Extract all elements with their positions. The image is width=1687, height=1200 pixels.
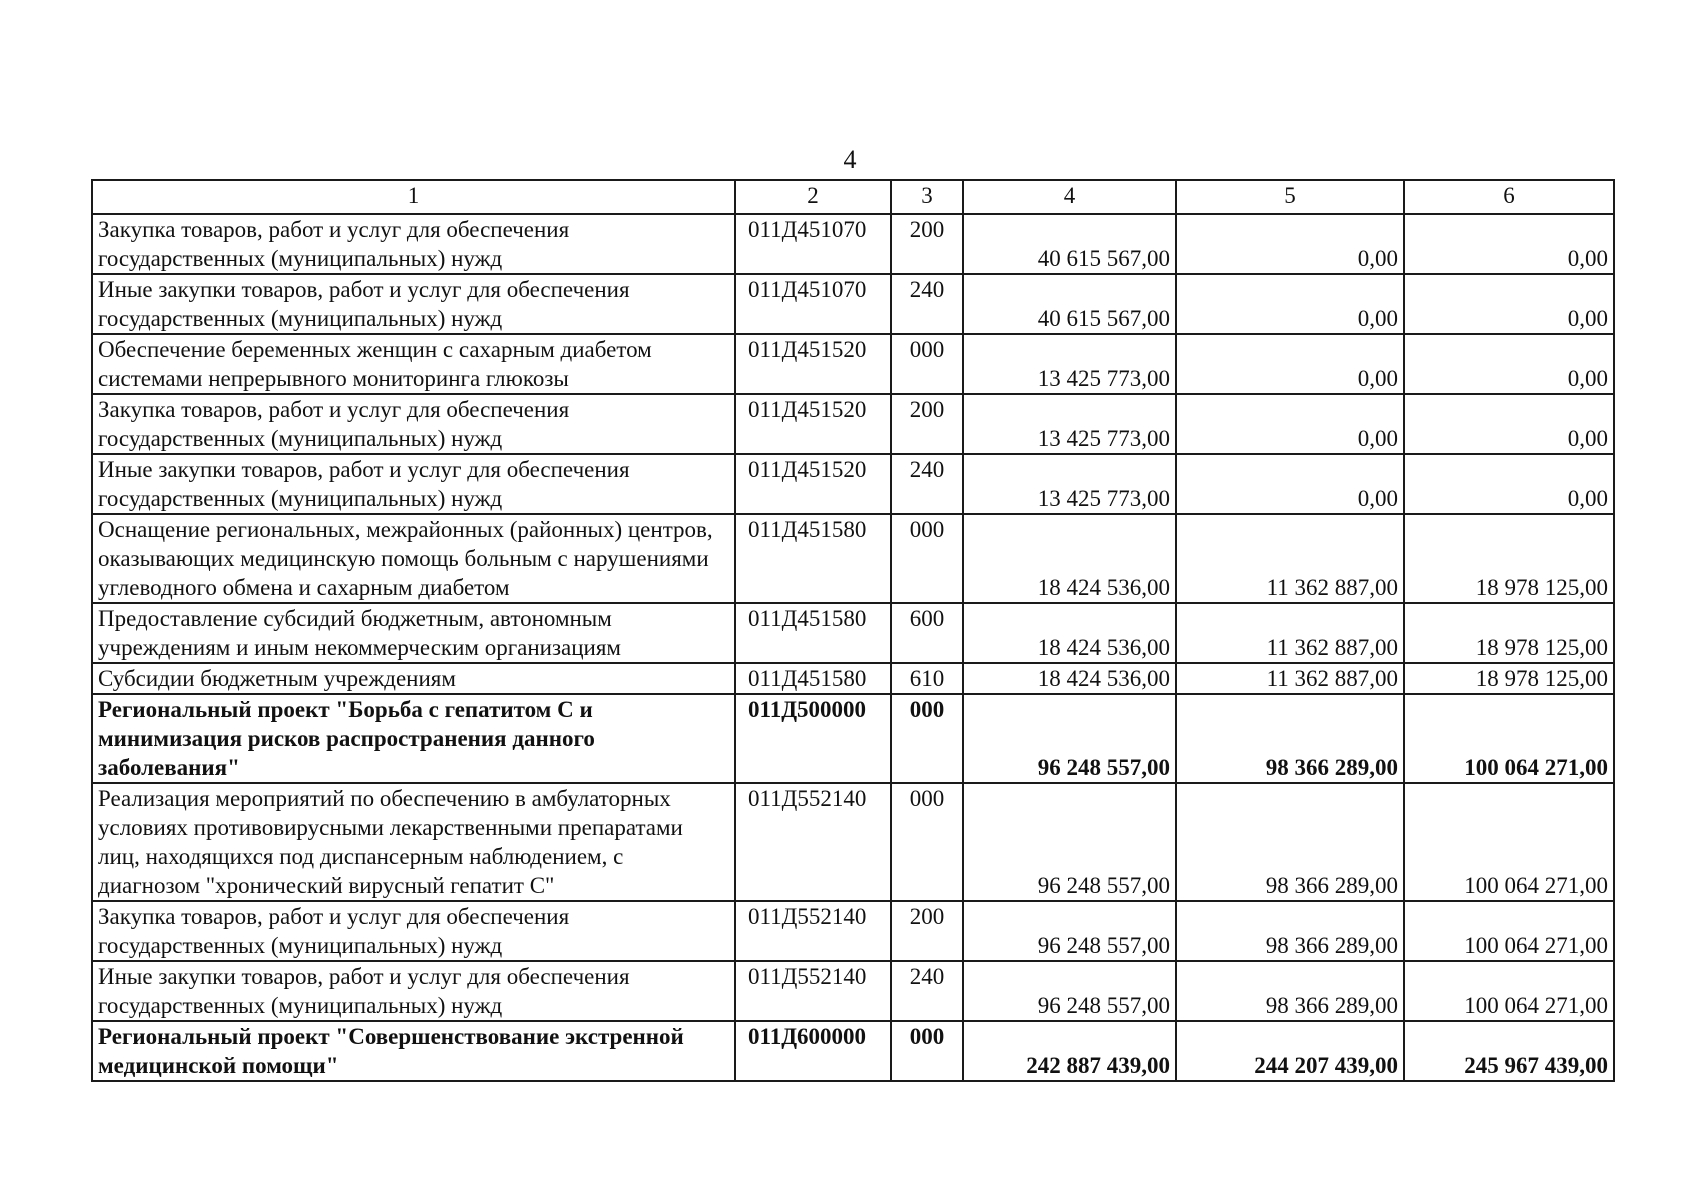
amount-col-5: 98 366 289,00 [1176, 783, 1404, 901]
target-code: 011Д552140 [735, 783, 891, 901]
target-code: 011Д451520 [735, 334, 891, 394]
amount-col-5: 244 207 439,00 [1176, 1021, 1404, 1081]
table-row [92, 214, 1614, 274]
header-cell-3: 3 [891, 180, 963, 214]
item-name: Иные закупки товаров, работ и услуг для обеспечения государственных (муниципальных) нужд [92, 454, 735, 514]
target-code: 011Д451520 [735, 394, 891, 454]
amount-col-6: 0,00 [1404, 274, 1614, 334]
header-row [92, 180, 1614, 214]
header-cell-1: 1 [92, 180, 735, 214]
item-name: Субсидии бюджетным учреждениям [92, 663, 735, 694]
amount-col-6: 0,00 [1404, 334, 1614, 394]
table-row [92, 694, 1614, 783]
item-name: Оснащение региональных, межрайонных (районных) центров, оказывающих медицинскую помощь больным с нарушениями углеводного обмена и сахарным диабетом [92, 514, 735, 603]
amount-col-5: 0,00 [1176, 274, 1404, 334]
target-code: 011Д451520 [735, 454, 891, 514]
amount-col-5: 0,00 [1176, 214, 1404, 274]
table-row [92, 334, 1614, 394]
target-code: 011Д451580 [735, 514, 891, 603]
amount-col-4: 96 248 557,00 [963, 961, 1176, 1021]
expense-type: 000 [891, 514, 963, 603]
item-name: Региональный проект "Совершенствование экстренной медицинской помощи" [92, 1021, 735, 1081]
amount-col-4: 96 248 557,00 [963, 783, 1176, 901]
amount-col-5: 98 366 289,00 [1176, 901, 1404, 961]
expense-type: 200 [891, 394, 963, 454]
amount-col-4: 40 615 567,00 [963, 274, 1176, 334]
table-row [92, 783, 1614, 901]
header-cell-6: 6 [1404, 180, 1614, 214]
item-name: Закупка товаров, работ и услуг для обеспечения государственных (муниципальных) нужд [92, 394, 735, 454]
amount-col-6: 18 978 125,00 [1404, 603, 1614, 663]
amount-col-4: 18 424 536,00 [963, 663, 1176, 694]
expense-type: 200 [891, 901, 963, 961]
target-code: 011Д500000 [735, 694, 891, 783]
amount-col-4: 13 425 773,00 [963, 394, 1176, 454]
table-row [92, 961, 1614, 1021]
amount-col-4: 13 425 773,00 [963, 334, 1176, 394]
item-name: Предоставление субсидий бюджетным, автономным учреждениям и иным некоммерческим организациям [92, 603, 735, 663]
table-row [92, 663, 1614, 694]
target-code: 011Д451580 [735, 663, 891, 694]
table-row [92, 1021, 1614, 1081]
amount-col-6: 100 064 271,00 [1404, 901, 1614, 961]
table-row [92, 454, 1614, 514]
expense-type: 600 [891, 603, 963, 663]
header-cell-2: 2 [735, 180, 891, 214]
expense-type: 240 [891, 454, 963, 514]
amount-col-6: 18 978 125,00 [1404, 663, 1614, 694]
item-name: Реализация мероприятий по обеспечению в амбулаторных условиях противовирусными лекарственными препаратами лиц, находящихся под диспансерным наблюдением, с диагнозом "хронический вирусный гепатит С" [92, 783, 735, 901]
table-row [92, 901, 1614, 961]
expense-type: 000 [891, 783, 963, 901]
expense-type: 000 [891, 334, 963, 394]
amount-col-5: 98 366 289,00 [1176, 694, 1404, 783]
target-code: 011Д600000 [735, 1021, 891, 1081]
amount-col-6: 100 064 271,00 [1404, 961, 1614, 1021]
amount-col-6: 0,00 [1404, 214, 1614, 274]
target-code: 011Д451580 [735, 603, 891, 663]
amount-col-6: 18 978 125,00 [1404, 514, 1614, 603]
expense-type: 610 [891, 663, 963, 694]
expense-type: 240 [891, 961, 963, 1021]
amount-col-4: 242 887 439,00 [963, 1021, 1176, 1081]
amount-col-4: 13 425 773,00 [963, 454, 1176, 514]
amount-col-6: 100 064 271,00 [1404, 694, 1614, 783]
target-code: 011Д552140 [735, 901, 891, 961]
table-row [92, 514, 1614, 603]
amount-col-5: 0,00 [1176, 334, 1404, 394]
target-code: 011Д552140 [735, 961, 891, 1021]
header-cell-4: 4 [963, 180, 1176, 214]
expense-type: 240 [891, 274, 963, 334]
item-name: Региональный проект "Борьба с гепатитом С и минимизация рисков распространения данного заболевания" [92, 694, 735, 783]
amount-col-6: 100 064 271,00 [1404, 783, 1614, 901]
amount-col-5: 98 366 289,00 [1176, 961, 1404, 1021]
amount-col-6: 0,00 [1404, 394, 1614, 454]
item-name: Иные закупки товаров, работ и услуг для обеспечения государственных (муниципальных) нужд [92, 961, 735, 1021]
page-number: 4 [843, 145, 857, 174]
amount-col-5: 11 362 887,00 [1176, 663, 1404, 694]
amount-col-4: 96 248 557,00 [963, 694, 1176, 783]
item-name: Закупка товаров, работ и услуг для обеспечения государственных (муниципальных) нужд [92, 214, 735, 274]
amount-col-5: 0,00 [1176, 454, 1404, 514]
item-name: Закупка товаров, работ и услуг для обеспечения государственных (муниципальных) нужд [92, 901, 735, 961]
amount-col-4: 18 424 536,00 [963, 603, 1176, 663]
amount-col-5: 11 362 887,00 [1176, 514, 1404, 603]
amount-col-4: 96 248 557,00 [963, 901, 1176, 961]
table-row [92, 603, 1614, 663]
budget-table [91, 179, 1615, 1082]
table-row [92, 394, 1614, 454]
table-row [92, 274, 1614, 334]
amount-col-4: 18 424 536,00 [963, 514, 1176, 603]
header-cell-5: 5 [1176, 180, 1404, 214]
target-code: 011Д451070 [735, 274, 891, 334]
item-name: Иные закупки товаров, работ и услуг для обеспечения государственных (муниципальных) нужд [92, 274, 735, 334]
amount-col-6: 0,00 [1404, 454, 1614, 514]
amount-col-5: 11 362 887,00 [1176, 603, 1404, 663]
amount-col-5: 0,00 [1176, 394, 1404, 454]
amount-col-6: 245 967 439,00 [1404, 1021, 1614, 1081]
amount-col-4: 40 615 567,00 [963, 214, 1176, 274]
expense-type: 000 [891, 1021, 963, 1081]
target-code: 011Д451070 [735, 214, 891, 274]
expense-type: 000 [891, 694, 963, 783]
item-name: Обеспечение беременных женщин с сахарным диабетом системами непрерывного мониторинга глюкозы [92, 334, 735, 394]
expense-type: 200 [891, 214, 963, 274]
